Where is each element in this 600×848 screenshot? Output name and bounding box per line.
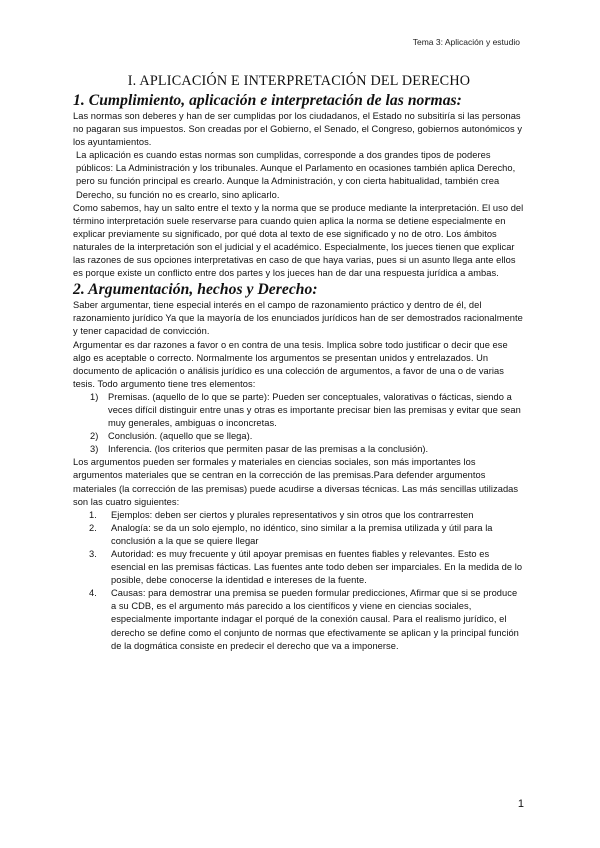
paragraph: Saber argumentar, tiene especial interés en el campo de razonamiento práctico y dentro de él, del razonamiento jurídico Ya que la mayoría de los enunciados jurídicos han de ser demostrados racionalmente y tener capacidad de convicción. bbox=[73, 300, 523, 337]
paragraph: La aplicación es cuando estas normas son cumplidas, corresponde a dos grandes tipos de poderes públicos: La Administración y los tribunales. Aunque el Parlamento en ocasiones también aplica Derecho, pero su función principal es crearlo. Aunque la Administración, y con cierta habitualidad, también crea Derecho, su función no es crearlo, sino aplicarlo. bbox=[76, 150, 516, 200]
list-item-number: 1) bbox=[90, 391, 99, 402]
list-item bbox=[73, 522, 525, 548]
list-item-number: 4. bbox=[89, 588, 97, 599]
techniques-list bbox=[73, 509, 525, 653]
document-body bbox=[73, 72, 525, 653]
section-heading-1: 1. Cumplimiento, aplicación e interpretación de las normas: bbox=[73, 92, 462, 109]
paragraph: Los argumentos pueden ser formales y materiales en ciencias sociales, son más importantes los argumentos materiales que se centran en la corrección de las premisas.Para defender argumentos materiales (la corrección de las premisas) puede acudirse a diversas técnicas. Las más sencillas utilizadas son las cuatro siguientes: bbox=[73, 457, 519, 507]
list-item bbox=[73, 509, 525, 522]
paragraph: Las normas son deberes y han de ser cumplidas por los ciudadanos, el Estado no subsitiría si las personas no pagaran sus impuestos. Son creadas por el Gobierno, el Senado, el Congreso, gobiernos autonómicos y los ayuntamientos. bbox=[73, 111, 523, 148]
list-item-number: 3. bbox=[89, 549, 97, 559]
list-item-text: Premisas. (aquello de lo que se parte): Pueden ser conceptuales, valorativas o fácticas, siendo a veces difícil distinguir entre unas y otras es importante precisar bien las premisas y evitar que sean muy generales, ambiguas o inconcretas. bbox=[108, 391, 521, 429]
argument-elements-list bbox=[73, 391, 525, 456]
paragraph: Como sabemos, hay un salto entre el texto y la norma que se produce mediante la interpretación. El uso del término interpretación suele reservarse para cuando quien aplica la norma se detiene especialmente en explicar previamente su significado, por qué dota al texto de ese significado y no de otro. Los ámbitos naturales de la interpretación son el judicial y el académico. Especialmente, los jueces tienen que explicar las razones de sus opciones interpretativas en caso de que haya varias, pues si un asunto llega ante ellos es porque existe un conflicto entre dos partes y los jueces han de dar una respuesta jurídica a ambas. bbox=[73, 202, 524, 279]
document-title: I. APLICACIÓN E INTERPRETACIÓN DEL DERECHO bbox=[127, 73, 471, 89]
list-item-text: Analogía: se da un solo ejemplo, no idéntico, sino similar a la premisa utilizada y útil para la conclusión a la que se quiere llegar bbox=[111, 522, 493, 546]
list-item-number: 2) bbox=[90, 431, 99, 442]
list-item-text: Ejemplos: deben ser ciertos y plurales representativos y sin otros que los contrarresten bbox=[111, 509, 474, 520]
paragraph: Argumentar es dar razones a favor o en contra de una tesis. Implica sobre todo justificar o decir que ese algo es aceptable o correcto. Normalmente los argumentos se presentan unidos y entrelazados. Un documento de aplicación o análisis jurídico es una colección de argumentos, a favor de una o de varias tesis. Todo argumento tiene tres elementos: bbox=[73, 339, 508, 389]
list-item bbox=[73, 391, 525, 430]
list-item-number: 1. bbox=[89, 509, 97, 520]
list-item bbox=[73, 430, 525, 443]
list-item-number: 3) bbox=[90, 444, 99, 455]
list-item-number: 2. bbox=[89, 522, 97, 533]
list-item bbox=[73, 587, 525, 652]
list-item-text: Autoridad: es muy frecuente y útil apoyar premisas en fuentes fiables y relevantes. Esto es esencial en las premisas fácticas. Las fuentes ante todo deben ser imparciales. En la medida de lo posible, debe conocerse la identidad e intereses de la fuente. bbox=[111, 549, 523, 586]
running-header: Tema 3: Aplicación y estudio bbox=[412, 37, 520, 47]
list-item bbox=[73, 548, 525, 587]
list-item bbox=[73, 443, 525, 456]
list-item-text: Inferencia. (los criterios que permiten pasar de las premisas a la conclusión). bbox=[108, 444, 429, 455]
section-heading-2: 2. Argumentación, hechos y Derecho: bbox=[73, 281, 318, 299]
list-item-text: Conclusión. (aquello que se llega). bbox=[108, 431, 253, 442]
list-item-text: Causas: para demostrar una premisa se pueden formular predicciones, Afirmar que si se produce a su CDB, es el argumento más parecido a los científicos y viene en ciencias sociales, especialmente importante indagar el porqué de la conexión causal. Para el realismo jurídico, el derecho se define como el conjunto de normas que efectivamente se aplican y la principal función de la dogmática consiste en predecir el derecho que va a imponerse. bbox=[111, 588, 519, 651]
page-number: 1 bbox=[517, 798, 524, 810]
